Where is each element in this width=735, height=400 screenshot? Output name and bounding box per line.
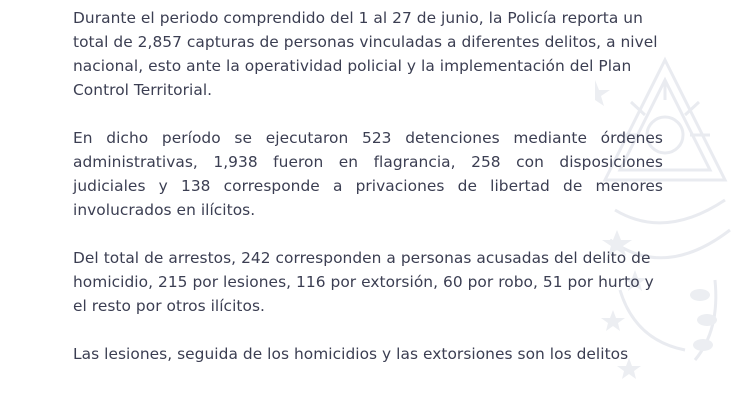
paragraph-crime-ranking: Las lesiones, seguida de los homicidios y las extorsiones son los delitos — [73, 345, 629, 363]
paragraph-detentions-breakdown: En dicho período se ejecutaron 523 detenciones mediante órdenes administrativas, 1,938 fueron en flagrancia, 258 con disposiciones judiciales y 138 corresponde a privaciones de libertad de menores involucrados en ilícitos. — [73, 129, 663, 219]
article-body — [73, 6, 663, 390]
paragraph-captures-summary: Durante el periodo comprendido del 1 al 27 de junio, la Policía reporta un total de 2,857 capturas de personas vinculadas a diferentes delitos, a nivel nacional, esto ante la operatividad policial y la implementación del Plan Control Territorial. — [73, 9, 658, 99]
paragraph-arrests-by-crime: Del total de arrestos, 242 corresponden a personas acusadas del delito de homicidio, 215 por lesiones, 116 por extorsión, 60 por robo, 51 por hurto y el resto por otros ilícitos. — [73, 249, 654, 315]
